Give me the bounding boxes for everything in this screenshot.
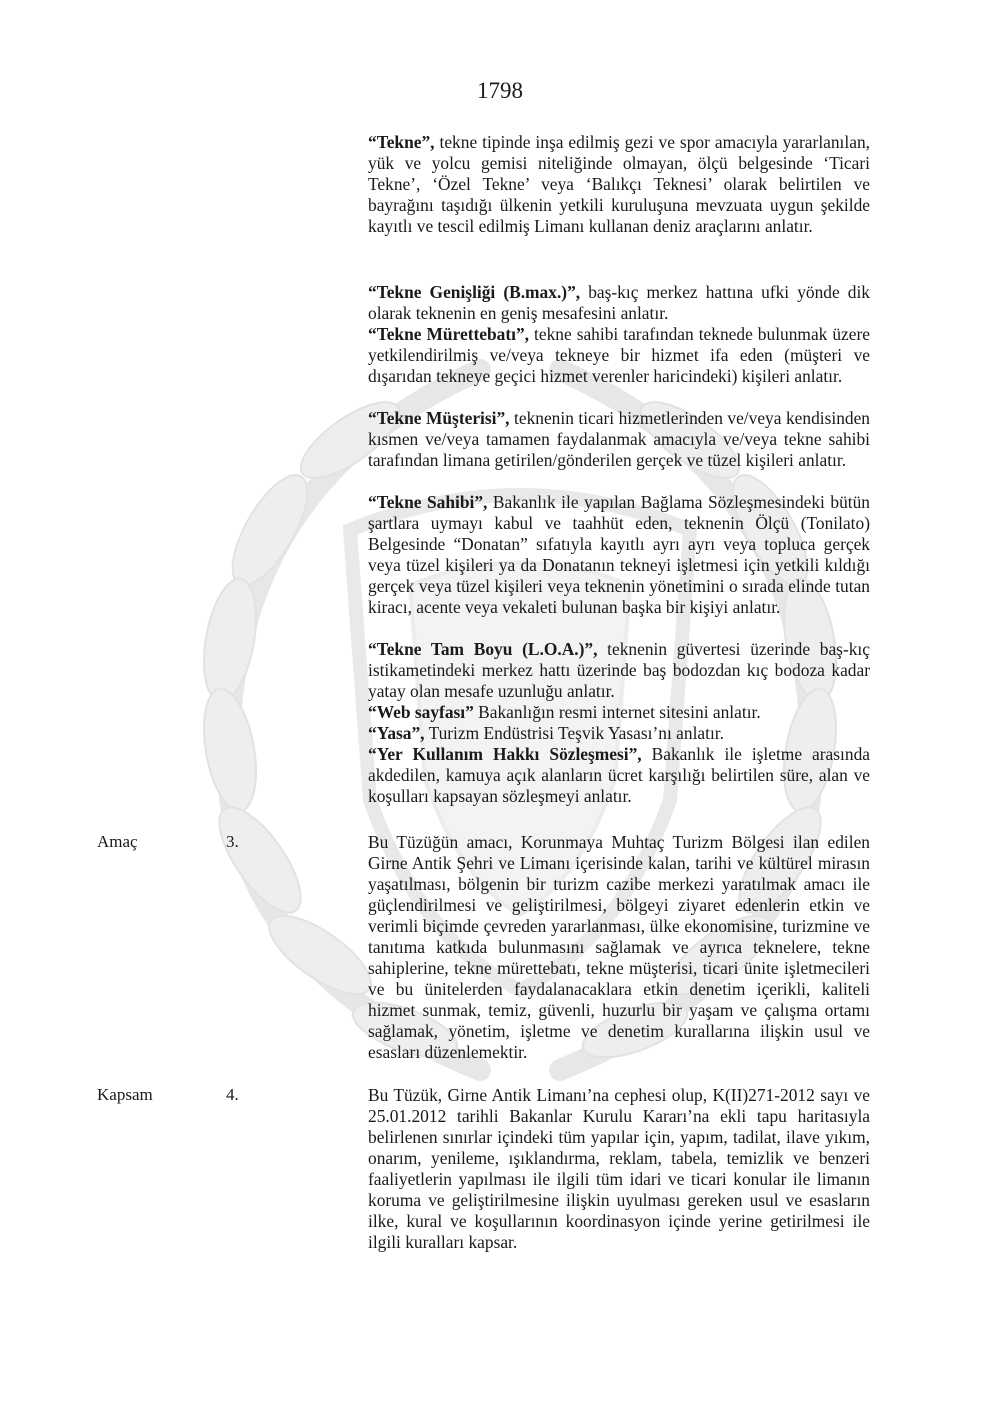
section-label-kapsam: Kapsam bbox=[97, 1085, 153, 1104]
definition-text: Bakanlığın resmi internet sitesini anlatır. bbox=[473, 702, 761, 722]
definition-yasa bbox=[368, 723, 870, 744]
definition-tekne-sahibi bbox=[368, 492, 870, 618]
definition-tekne-genisligi bbox=[368, 282, 870, 324]
definition-term: “Tekne Mürettebatı”, bbox=[368, 324, 530, 344]
definition-text: teknenin güvertesi üzerinde baş-kıç istikametindeki merkez hattı üzerinde baş bodozdan kıç bodoza kadar yatay olan mesafe uzunluğu anlatır. bbox=[368, 639, 870, 701]
definition-term: “Tekne”, bbox=[368, 132, 435, 152]
definition-text: baş-kıç merkez hattına ufki yönde dik olarak teknenin en geniş mesafesini anlatır. bbox=[368, 282, 870, 323]
section-text-kapsam: Bu Tüzük, Girne Antik Limanı’na cephesi olup, K(II)271-2012 sayı ve 25.01.2012 tarihli Bakanlar Kurulu Kararı’na ekli tapu haritasıyla belirlenen sınırlar içindeki tüm yapılar için, yapım, tadilat, ilave yıkım, onarım, yenileme, ışıklandırma, reklam, tabela, temizlik ve benzeri faaliyetlerin yapılması ile ilgili tüm idari ve ticari konular ile limanın koruma ve geliştirilmesine ilişkin uyulması gereken usul ve esasların ilke, kural ve koşullarının koordinasyon içinde yerine getirilmesi ile ilgili kuralları kapsar. bbox=[368, 1085, 870, 1252]
definition-text: teknenin ticari hizmetlerinden ve/veya kendisinden kısmen ve/veya tamamen faydalanmak amacıyla ve/veya tekne sahibi tarafından limana getirilen/gönderilen gerçek ve tüzel kişileri anlatır. bbox=[368, 408, 870, 470]
section-number-4: 4. bbox=[226, 1085, 239, 1104]
definition-text: Bakanlık ile yapılan Bağlama Sözleşmesindeki bütün şartlara uymayı kabul ve taahhüt eden, teknenin Ölçü (Tonilato) Belgesinde “Donatan” sıfatıyla kayıtlı ayrı ayrı veya topluca gerçek veya tüzel kişileri ya da Donatanın tekneyi işletmesi için yetkili kıldığı gerçek veya tüzel kişileri veya teknenin yönetimini o sırada elinde tutan kiracı, acente veya vekaleti bulunan başka bir kişiyi anlatır. bbox=[368, 492, 870, 617]
definition-term: “Web sayfası” bbox=[368, 702, 474, 722]
section-text-amac: Bu Tüzüğün amacı, Korunmaya Muhtaç Turizm Bölgesi ilan edilen Girne Antik Şehri ve Limanı içerisinde kalan, tarihi ve kültürel mirasın yaşatılması, bölgenin bir turizm cazibe merkezi yaratılmak amacı ile güçlendirilmesi ve geliştirilmesi, bölgeyi ziyaret edenlerin etkin ve verimli biçimde çevreden yararlanması, ülke ekonomisine, turizmine ve tanıtıma katkıda bulunmasını sağlamak ve ayrıca teknelere, tekne sahiplerine, tekne mürettebatı, tekne müşterisi, ticari ünite işletmecileri ve bu ünitelerden faydalanacaklara etkin denetim içerikli, kaliteli hizmet sunmak, temiz, güvenli, huzurlu bir yaşam ve çalışma ortamı sağlamak, yönetim, işletme ve denetim kurallarına ilişkin usul ve esasları düzenlemektir. bbox=[368, 832, 870, 1062]
definition-term: “Yasa”, bbox=[368, 723, 425, 743]
definition-term: “Tekne Genişliği (B.max.)”, bbox=[368, 282, 581, 302]
definition-text: tekne tipinde inşa edilmiş gezi ve spor amacıyla yararlanılan, yük ve yolcu gemisi niteliğinde olmayan, ölçü belgesinde ‘Ticari Tekne’, ‘Özel Tekne’ veya ‘Balıkçı Teknesi’ olarak belirtilen ve bayrağını taşıdığı ülkenin yetkili kuruluşuna mevzuata uygun şekilde kayıtlı ve tescil edilmiş Limanı kullanan deniz araçlarını anlatır. bbox=[368, 132, 870, 236]
page-number: 1798 bbox=[477, 78, 523, 103]
definition-tekne bbox=[368, 132, 870, 237]
definition-yer-kullanim-hakki bbox=[368, 744, 870, 807]
definition-tekne-tam-boyu bbox=[368, 639, 870, 702]
section-number-3: 3. bbox=[226, 832, 239, 851]
definition-term: “Tekne Müşterisi”, bbox=[368, 408, 510, 428]
definition-text: tekne sahibi tarafından teknede bulunmak üzere yetkilendirilmiş ve/veya tekneye bir hizmet ifa eden (müşteri ve dışarıdan tekneye geçici hizmet verenler haricindeki) kişileri anlatır. bbox=[368, 324, 871, 386]
section-label-amac: Amaç bbox=[97, 832, 138, 851]
definition-text: Turizm Endüstrisi Teşvik Yasası’nı anlatır. bbox=[424, 723, 724, 743]
definition-text: Bakanlık ile işletme arasında akdedilen, kamuya açık alanların ücret karşılığı belirtilen süre, alan ve koşulları kapsayan sözleşmeyi anlatır. bbox=[368, 744, 870, 806]
definition-web-sayfasi bbox=[368, 702, 870, 723]
definition-tekne-murettebati bbox=[368, 324, 870, 387]
definition-term: “Tekne Tam Boyu (L.O.A.)”, bbox=[368, 639, 598, 659]
definition-term: “Yer Kullanım Hakkı Sözleşmesi”, bbox=[368, 744, 642, 764]
definition-tekne-musterisi bbox=[368, 408, 870, 471]
definition-term: “Tekne Sahibi”, bbox=[368, 492, 488, 512]
